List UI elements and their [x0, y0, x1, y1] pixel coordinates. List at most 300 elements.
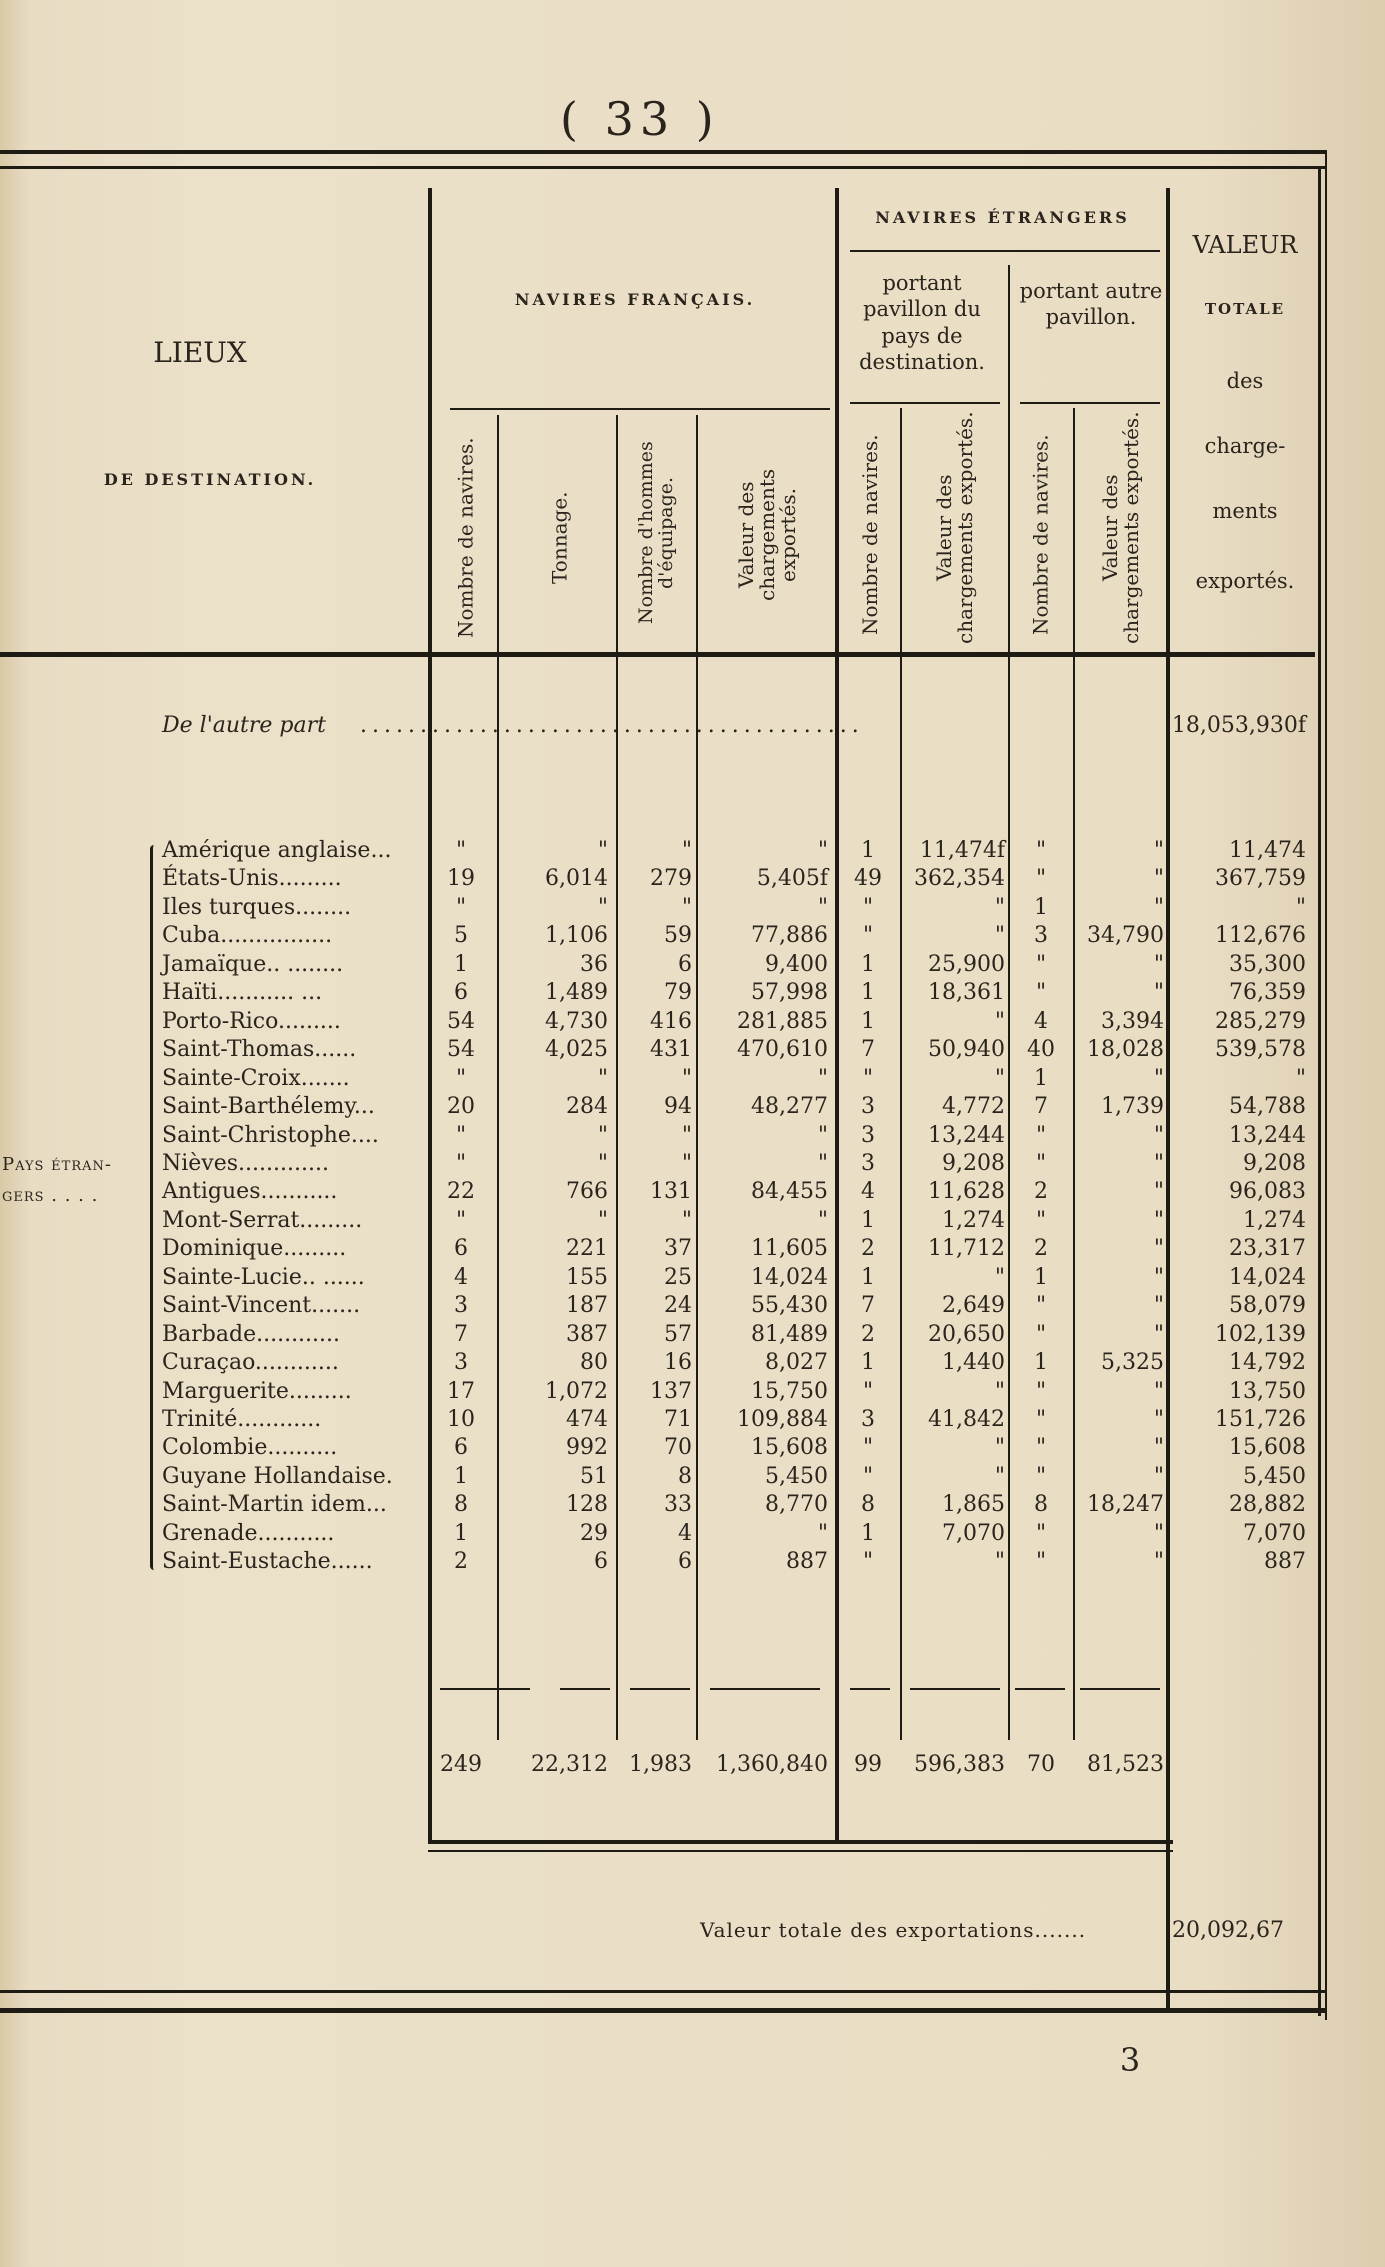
- cell-e-valeur: 11,628: [928, 1179, 1005, 1205]
- cell-valeur-totale: 367,759: [1215, 866, 1306, 892]
- cell-valeur: 109,884: [737, 1407, 828, 1432]
- cell-e-valeur: 2,649: [942, 1293, 1005, 1319]
- cell-e-nombre: 49: [854, 866, 882, 892]
- cell-tonnage: 1,072: [545, 1378, 608, 1404]
- destination-name: Mont-Serrat.........: [162, 1207, 363, 1233]
- cell-a-valeur: 34,790: [1087, 923, 1164, 949]
- cell-valeur: 5,450: [765, 1463, 828, 1489]
- group-label: Pays étran- gers . . . .: [2, 1154, 112, 1206]
- footer-number: 3: [1119, 2041, 1141, 2079]
- cell-e-nombre: ": [862, 1463, 874, 1489]
- cell-nombre: 6: [454, 1435, 468, 1461]
- cell-valeur: 48,277: [751, 1094, 828, 1120]
- col-header-e-valeur: Valeur des chargements exportés.: [932, 411, 977, 644]
- sum-rule-3: [630, 1688, 690, 1690]
- cell-valeur-totale: 112,676: [1215, 923, 1306, 949]
- cell-valeur-totale: 9,208: [1243, 1150, 1306, 1176]
- cell-e-nombre: 4: [861, 1179, 875, 1205]
- destination-name: Sainte-Lucie.. ......: [162, 1264, 365, 1290]
- col-header-a-valeur: Valeur des chargements exportés.: [1098, 411, 1143, 644]
- cell-a-valeur: 5,325: [1101, 1350, 1164, 1376]
- bottom-rule: [0, 1990, 1325, 1993]
- cell-hommes: 59: [664, 923, 692, 949]
- cell-e-nombre: 3: [861, 1094, 875, 1120]
- cell-a-valeur: ": [1153, 1236, 1164, 1262]
- top-rule-2: [0, 166, 1325, 169]
- cell-nombre: 5: [454, 923, 468, 949]
- cell-valeur: 84,455: [751, 1179, 828, 1205]
- cell-e-valeur: ": [994, 1008, 1005, 1034]
- table-row: [0, 1094, 1385, 1122]
- cell-nombre: 10: [447, 1407, 475, 1432]
- cell-e-nombre: 2: [861, 1321, 875, 1347]
- cell-valeur: ": [817, 1520, 828, 1546]
- cell-e-valeur: ": [994, 1549, 1005, 1575]
- cell-e-nombre: 3: [861, 1150, 875, 1176]
- cell-tonnage: 766: [566, 1179, 608, 1205]
- cell-e-nombre: 7: [861, 1037, 875, 1063]
- cell-e-nombre: 3: [861, 1122, 875, 1148]
- table-row: [0, 952, 1385, 980]
- cell-e-valeur: 11,712: [928, 1236, 1005, 1262]
- cell-valeur: 281,885: [737, 1008, 828, 1034]
- table-row: [0, 1379, 1385, 1407]
- cell-valeur-totale: 285,279: [1215, 1008, 1306, 1034]
- pavillon-rule: [850, 402, 1000, 404]
- cell-nombre: ": [455, 1150, 467, 1176]
- destination-name: Barbade............: [162, 1321, 341, 1347]
- sum-rule-1: [440, 1688, 530, 1690]
- cell-valeur: ": [817, 838, 828, 863]
- cell-a-nombre: 2: [1034, 1179, 1048, 1205]
- cell-a-nombre: ": [1035, 980, 1047, 1006]
- destination-name: Dominique.........: [162, 1236, 347, 1262]
- destination-name: Saint-Thomas......: [162, 1037, 357, 1063]
- table-row: [0, 1151, 1385, 1179]
- top-rule: [0, 150, 1325, 154]
- cell-tonnage: 4,025: [545, 1037, 608, 1063]
- cell-e-nombre: ": [862, 1549, 874, 1575]
- grand-total-row: [0, 1918, 1385, 1946]
- cell-hommes: ": [681, 1150, 692, 1176]
- cell-nombre: 2: [454, 1549, 468, 1575]
- cell-e-nombre: 8: [861, 1492, 875, 1518]
- cell-a-valeur: ": [1153, 1122, 1164, 1148]
- cell-tonnage: 992: [566, 1435, 608, 1461]
- cell-hommes: 37: [664, 1236, 692, 1262]
- table-row: [0, 1208, 1385, 1236]
- cell-nombre: ": [455, 1207, 467, 1233]
- cell-tonnage: 4,730: [545, 1008, 608, 1034]
- grand-total-label: Valeur totale des exportations.......: [700, 1918, 1087, 1942]
- cell-tonnage: 187: [566, 1293, 608, 1319]
- cell-a-nombre: 40: [1027, 1037, 1055, 1063]
- cell-tonnage: 80: [580, 1350, 608, 1376]
- cell-a-nombre: ": [1035, 1207, 1047, 1233]
- table-row: [0, 923, 1385, 951]
- cell-valeur: ": [817, 1150, 828, 1176]
- cell-a-valeur: ": [1153, 1150, 1164, 1176]
- cell-valeur-totale: 15,608: [1229, 1435, 1306, 1461]
- cell-e-valeur: 41,842: [928, 1407, 1005, 1432]
- table-row: [0, 1037, 1385, 1065]
- cell-tonnage: ": [597, 1122, 608, 1148]
- table-row: [0, 1293, 1385, 1321]
- destination-name: Marguerite.........: [162, 1378, 352, 1404]
- report-dots: ..........................................: [360, 713, 864, 738]
- cell-nombre: 6: [454, 980, 468, 1006]
- cell-e-valeur: 362,354: [914, 866, 1005, 892]
- cell-a-valeur: ": [1153, 866, 1164, 892]
- cell-a-valeur: ": [1153, 1407, 1164, 1432]
- table-row: [0, 1123, 1385, 1151]
- col-header-valeur: Valeur des chargements exportés.: [734, 468, 800, 602]
- cell-a-nombre: ": [1035, 1122, 1047, 1148]
- total-c1: 249: [440, 1752, 482, 1777]
- cell-e-valeur: ": [994, 1378, 1005, 1404]
- cell-hommes: 4: [678, 1520, 692, 1546]
- totals-row: [0, 1752, 1385, 1780]
- navires-etrangers-rule: [850, 250, 1160, 252]
- cell-tonnage: 36: [580, 951, 608, 977]
- navires-francais-header: NAVIRES FRANÇAIS.: [514, 290, 756, 309]
- cell-a-valeur: ": [1153, 1264, 1164, 1290]
- cell-valeur: ": [817, 1122, 828, 1148]
- destination-name: Grenade...........: [162, 1520, 335, 1546]
- cell-valeur: 81,489: [751, 1321, 828, 1347]
- cell-hommes: 6: [678, 951, 692, 977]
- totals-bottom-rule-2: [428, 1850, 1173, 1852]
- col-header-e-nombre: Nombre de navires.: [858, 434, 882, 636]
- col-header-hommes: Nombre d'hommes d'équipage.: [635, 441, 677, 624]
- cell-tonnage: ": [597, 1065, 608, 1091]
- cell-e-valeur: 50,940: [928, 1037, 1005, 1063]
- cell-valeur-totale: 11,474: [1229, 838, 1306, 863]
- cell-valeur-totale: 539,578: [1215, 1037, 1306, 1063]
- cell-valeur-totale: 28,882: [1229, 1492, 1306, 1518]
- autre-pavillon-header: portant autre pavillon.: [1019, 279, 1163, 330]
- cell-valeur-totale: ": [1295, 1065, 1306, 1091]
- total-c8: 81,523: [1087, 1752, 1164, 1777]
- cell-hommes: 431: [650, 1037, 692, 1063]
- valeur-header-5: ments: [1212, 499, 1278, 523]
- cell-a-valeur: ": [1153, 980, 1164, 1006]
- cell-valeur: 5,405f: [756, 866, 828, 892]
- cell-nombre: 19: [447, 866, 475, 892]
- cell-e-nombre: ": [862, 923, 874, 949]
- cell-hommes: 8: [678, 1463, 692, 1489]
- cell-a-valeur: ": [1153, 1065, 1164, 1091]
- cell-valeur-totale: 14,792: [1229, 1350, 1306, 1376]
- cell-hommes: 137: [650, 1378, 692, 1404]
- total-c7: 70: [1027, 1752, 1055, 1777]
- cell-nombre: 3: [454, 1293, 468, 1319]
- cell-e-valeur: 1,440: [942, 1350, 1005, 1376]
- cell-a-valeur: ": [1153, 838, 1164, 863]
- cell-valeur-totale: 54,788: [1229, 1094, 1306, 1120]
- cell-a-nombre: ": [1035, 951, 1047, 977]
- cell-e-nombre: 1: [861, 1207, 875, 1233]
- table-row: [0, 1179, 1385, 1207]
- valeur-header-6: exportés.: [1195, 569, 1295, 593]
- sum-rule-7: [1015, 1688, 1065, 1690]
- cell-a-valeur: ": [1153, 1378, 1164, 1404]
- cell-nombre: 8: [454, 1492, 468, 1518]
- cell-a-nombre: ": [1035, 1435, 1047, 1461]
- destination-header: DE DESTINATION.: [103, 470, 317, 489]
- cell-a-valeur: 1,739: [1101, 1094, 1164, 1120]
- cell-a-nombre: 1: [1034, 1264, 1048, 1290]
- destination-name: États-Unis.........: [162, 866, 342, 892]
- cell-valeur: 8,770: [765, 1492, 828, 1518]
- report-total: 18,053,930f: [1171, 713, 1306, 738]
- cell-tonnage: 128: [566, 1492, 608, 1518]
- cell-e-valeur: 4,772: [942, 1094, 1005, 1120]
- col-header-nombre: Nombre de navires.: [453, 437, 478, 638]
- cell-a-valeur: ": [1153, 1179, 1164, 1205]
- cell-valeur-totale: 5,450: [1243, 1463, 1306, 1489]
- cell-valeur: ": [817, 1207, 828, 1233]
- valeur-header-4: charge-: [1204, 434, 1286, 458]
- cell-e-nombre: ": [862, 1378, 874, 1404]
- table-row: [0, 866, 1385, 894]
- cell-a-valeur: ": [1153, 1321, 1164, 1347]
- cell-e-valeur: ": [994, 923, 1005, 949]
- cell-nombre: 1: [454, 951, 468, 977]
- cell-a-nombre: ": [1035, 1520, 1047, 1546]
- sum-rule-5: [850, 1688, 890, 1690]
- cell-a-valeur: ": [1153, 951, 1164, 977]
- autre-rule: [1020, 402, 1160, 404]
- cell-tonnage: ": [597, 1207, 608, 1233]
- destination-name: Antigues...........: [162, 1179, 338, 1205]
- destination-name: Guyane Hollandaise.: [162, 1463, 393, 1489]
- table-row: [0, 838, 1385, 866]
- table-row: [0, 1407, 1385, 1435]
- cell-valeur-totale: 151,726: [1215, 1407, 1306, 1432]
- cell-nombre: ": [455, 894, 467, 920]
- sum-rule-4: [710, 1688, 820, 1690]
- cell-a-valeur: ": [1153, 1435, 1164, 1461]
- bottom-rule-2: [0, 2008, 1325, 2013]
- cell-nombre: 54: [447, 1037, 475, 1063]
- cell-a-valeur: ": [1153, 1520, 1164, 1546]
- cell-hommes: 25: [664, 1264, 692, 1290]
- cell-valeur: ": [817, 1065, 828, 1091]
- cell-hommes: 279: [650, 866, 692, 892]
- cell-valeur-totale: 58,079: [1229, 1293, 1306, 1319]
- cell-valeur-totale: 1,274: [1243, 1207, 1306, 1233]
- cell-valeur-totale: ": [1295, 894, 1306, 920]
- cell-hommes: 16: [664, 1350, 692, 1376]
- cell-valeur: 887: [786, 1549, 828, 1575]
- cell-a-nombre: ": [1035, 838, 1047, 863]
- cell-e-nombre: 3: [861, 1407, 875, 1432]
- cell-valeur: ": [817, 894, 828, 920]
- cell-a-nombre: ": [1035, 1150, 1047, 1176]
- table-row: [0, 1435, 1385, 1463]
- cell-hommes: 57: [664, 1321, 692, 1347]
- cell-e-nombre: 1: [861, 1264, 875, 1290]
- cell-a-nombre: 1: [1034, 1065, 1048, 1091]
- destination-name: Saint-Christophe....: [162, 1122, 379, 1148]
- cell-e-valeur: 11,474f: [919, 838, 1005, 863]
- cell-nombre: 6: [454, 1236, 468, 1262]
- cell-valeur-totale: 102,139: [1215, 1321, 1306, 1347]
- total-c5: 99: [854, 1752, 882, 1777]
- cell-tonnage: 1,106: [545, 923, 608, 949]
- destination-name: Trinité............: [162, 1407, 322, 1432]
- cell-tonnage: ": [597, 1150, 608, 1176]
- cell-e-valeur: ": [994, 1264, 1005, 1290]
- cell-nombre: 22: [447, 1179, 475, 1205]
- cell-a-nombre: ": [1035, 1463, 1047, 1489]
- cell-a-nombre: 1: [1034, 1350, 1048, 1376]
- pavillon-header: portant pavillon du pays de destination.: [859, 271, 985, 374]
- totals-bottom-rule: [428, 1840, 1173, 1844]
- cell-hommes: ": [681, 1065, 692, 1091]
- cell-tonnage: 387: [566, 1321, 608, 1347]
- cell-hommes: 6: [678, 1549, 692, 1575]
- cell-tonnage: 474: [566, 1407, 608, 1432]
- destination-name: Porto-Rico.........: [162, 1008, 341, 1034]
- cell-hommes: 24: [664, 1293, 692, 1319]
- cell-valeur-totale: 13,244: [1229, 1122, 1306, 1148]
- cell-tonnage: ": [597, 894, 608, 920]
- cell-hommes: ": [681, 838, 692, 863]
- destination-name: Saint-Vincent.......: [162, 1293, 361, 1319]
- cell-e-nombre: ": [862, 894, 874, 920]
- cell-valeur-totale: 96,083: [1229, 1179, 1306, 1205]
- cell-valeur-totale: 7,070: [1243, 1520, 1306, 1546]
- table-row: [0, 1322, 1385, 1350]
- cell-hommes: ": [681, 894, 692, 920]
- cell-e-nombre: 1: [861, 1008, 875, 1034]
- table-row: [0, 1009, 1385, 1037]
- cell-nombre: 17: [447, 1378, 475, 1404]
- cell-tonnage: 6,014: [545, 866, 608, 892]
- destination-name: Haïti........... ...: [162, 980, 323, 1006]
- destination-name: Saint-Eustache......: [162, 1549, 373, 1575]
- valeur-header-1: VALEUR: [1192, 231, 1298, 259]
- report-row: [0, 713, 1385, 741]
- destination-name: Sainte-Croix.......: [162, 1065, 350, 1091]
- cell-tonnage: 155: [566, 1264, 608, 1290]
- destination-name: Jamaïque.. ........: [162, 951, 344, 977]
- cell-valeur: 14,024: [751, 1264, 828, 1290]
- cell-a-nombre: 2: [1034, 1236, 1048, 1262]
- destination-name: Amérique anglaise...: [162, 838, 392, 863]
- navires-etrangers-header: NAVIRES ÉTRANGERS: [875, 208, 1130, 227]
- cell-e-valeur: 18,361: [928, 980, 1005, 1006]
- cell-e-valeur: ": [994, 1435, 1005, 1461]
- table-row: [0, 1236, 1385, 1264]
- table-row: [0, 1350, 1385, 1378]
- navires-francais-rule: [450, 408, 830, 410]
- destination-name: Saint-Martin idem...: [162, 1492, 387, 1518]
- cell-a-nombre: ": [1035, 1293, 1047, 1319]
- cell-e-valeur: 13,244: [928, 1122, 1005, 1148]
- table-row: [0, 1464, 1385, 1492]
- sum-rule-2: [560, 1688, 610, 1690]
- cell-e-valeur: 25,900: [928, 951, 1005, 977]
- cell-nombre: 20: [447, 1094, 475, 1120]
- cell-valeur: 8,027: [765, 1350, 828, 1376]
- cell-nombre: ": [455, 1065, 467, 1091]
- cell-valeur: 77,886: [751, 923, 828, 949]
- valeur-header-3: des: [1226, 369, 1264, 393]
- sum-rule-6: [910, 1688, 1000, 1690]
- cell-a-nombre: ": [1035, 1321, 1047, 1347]
- table-row: [0, 895, 1385, 923]
- cell-valeur: 9,400: [765, 951, 828, 977]
- cell-a-nombre: ": [1035, 866, 1047, 892]
- destination-name: Nièves.............: [162, 1150, 329, 1176]
- cell-a-nombre: 1: [1034, 894, 1048, 920]
- cell-valeur-totale: 14,024: [1229, 1264, 1306, 1290]
- cell-e-nombre: 1: [861, 1520, 875, 1546]
- cell-a-nombre: ": [1035, 1407, 1047, 1432]
- col-header-tonnage: Tonnage.: [547, 491, 572, 584]
- cell-a-valeur: ": [1153, 1293, 1164, 1319]
- cell-tonnage: 1,489: [545, 980, 608, 1006]
- cell-hommes: 416: [650, 1008, 692, 1034]
- cell-hommes: 94: [664, 1094, 692, 1120]
- cell-a-valeur: ": [1153, 1463, 1164, 1489]
- col-header-a-nombre: Nombre de navires.: [1028, 434, 1053, 636]
- cell-nombre: 3: [454, 1350, 468, 1376]
- cell-nombre: 1: [454, 1463, 468, 1489]
- cell-nombre: 1: [454, 1520, 468, 1546]
- cell-e-nombre: ": [862, 1065, 874, 1091]
- cell-a-nombre: 8: [1034, 1492, 1048, 1518]
- cell-a-nombre: 7: [1034, 1094, 1048, 1120]
- cell-a-valeur: 3,394: [1101, 1008, 1164, 1034]
- cell-hommes: ": [681, 1207, 692, 1233]
- cell-a-nombre: 3: [1034, 923, 1048, 949]
- cell-nombre: 54: [447, 1008, 475, 1034]
- cell-tonnage: 284: [566, 1094, 608, 1120]
- cell-e-valeur: ": [994, 1463, 1005, 1489]
- cell-valeur-totale: 887: [1264, 1549, 1306, 1575]
- table-row: [0, 980, 1385, 1008]
- total-c2: 22,312: [531, 1752, 608, 1777]
- cell-a-nombre: ": [1035, 1549, 1047, 1575]
- page-number: ( 33 ): [560, 92, 720, 146]
- cell-a-valeur: ": [1153, 894, 1164, 920]
- cell-e-nombre: 1: [861, 838, 875, 863]
- cell-a-valeur: 18,247: [1087, 1492, 1164, 1518]
- cell-valeur: 15,608: [751, 1435, 828, 1461]
- cell-e-nombre: ": [862, 1435, 874, 1461]
- cell-valeur-totale: 35,300: [1229, 951, 1306, 977]
- table-row: [0, 1549, 1385, 1577]
- cell-hommes: ": [681, 1122, 692, 1148]
- cell-e-nombre: 1: [861, 951, 875, 977]
- cell-e-valeur: 20,650: [928, 1321, 1005, 1347]
- cell-e-nombre: 2: [861, 1236, 875, 1262]
- cell-e-nombre: 1: [861, 980, 875, 1006]
- destination-name: Curaçao............: [162, 1350, 339, 1376]
- destination-name: Iles turques........: [162, 894, 352, 920]
- cell-a-valeur: ": [1153, 1549, 1164, 1575]
- cell-e-nombre: 1: [861, 1350, 875, 1376]
- cell-tonnage: ": [597, 838, 608, 863]
- header-rule: [0, 652, 1315, 657]
- cell-hommes: 70: [664, 1435, 692, 1461]
- cell-a-valeur: ": [1153, 1207, 1164, 1233]
- cell-a-nombre: 4: [1034, 1008, 1048, 1034]
